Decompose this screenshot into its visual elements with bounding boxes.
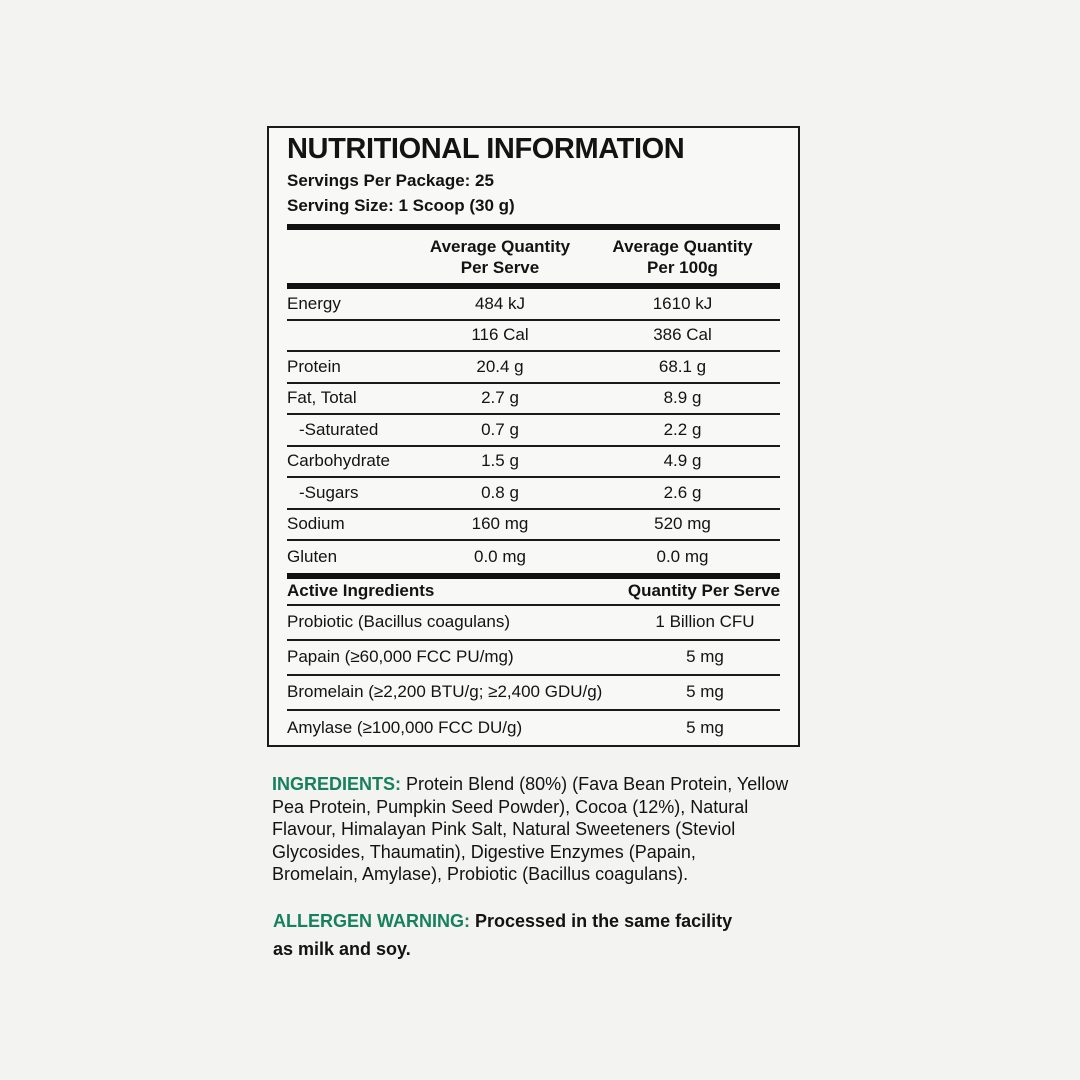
ingredients-line: Pea Protein, Pumpkin Seed Powder), Cocoa (12%), Natural <box>272 796 749 817</box>
nutrition-panel <box>267 126 800 747</box>
nutrient-row <box>287 321 780 353</box>
quantity-per-serve-title: Quantity Per Serve <box>627 581 780 600</box>
panel-title: NUTRITIONAL INFORMATION <box>287 133 685 165</box>
table-header-row <box>287 230 780 283</box>
per-serve-value: 1.5 g <box>481 451 519 471</box>
nutrient-label: Protein <box>287 356 341 376</box>
active-ingredient-row <box>287 676 780 711</box>
ingredients-label: INGREDIENTS: <box>272 774 402 794</box>
per-100g-value: 1610 kJ <box>652 293 713 313</box>
active-ingredient-label: Bromelain (≥2,200 BTU/g; ≥2,400 GDU/g) <box>287 682 603 701</box>
active-ingredient-label: Probiotic (Bacillus coagulans) <box>287 612 510 631</box>
ingredients-line: Flavour, Himalayan Pink Salt, Natural Sweeteners (Steviol <box>272 819 736 839</box>
nutrient-label: Fat, Total <box>287 388 357 408</box>
active-ingredients-title: Active Ingredients <box>287 581 435 600</box>
per-100g-value: 520 mg <box>654 514 711 534</box>
per-serve-value: 0.8 g <box>481 482 519 502</box>
nutrients-table <box>287 289 780 573</box>
active-ingredients-header <box>287 579 780 606</box>
active-ingredient-value: 5 mg <box>686 718 724 737</box>
nutrient-row <box>287 447 780 479</box>
active-ingredient-value: 1 Billion CFU <box>655 612 755 631</box>
per-100g-value: 4.9 g <box>663 451 702 471</box>
per-100g-value: 8.9 g <box>663 388 702 408</box>
servings-per-package: Servings Per Package: 25 <box>287 171 494 190</box>
active-ingredient-row <box>287 641 780 676</box>
serving-size: Serving Size: 1 Scoop (30 g) <box>287 196 515 215</box>
nutrient-row <box>287 415 780 447</box>
nutrient-row <box>287 289 780 321</box>
ingredients-line: Bromelain, Amylase), Probiotic (Bacillus coagulans). <box>272 864 689 884</box>
per-100g-header-line1: Average Quantity <box>612 237 753 256</box>
ingredients-text: Protein Blend (80%) (Fava Bean Protein, Yellow <box>406 774 789 794</box>
ingredients-line <box>272 773 812 796</box>
per-serve-value: 484 kJ <box>474 293 526 313</box>
per-serve-value: 20.4 g <box>476 356 524 376</box>
allergen-paragraph <box>273 907 773 963</box>
active-ingredient-value: 5 mg <box>686 682 724 701</box>
nutrient-row <box>287 510 780 542</box>
per-serve-header-line2: Per Serve <box>460 258 540 277</box>
allergen-label: ALLERGEN WARNING: <box>273 911 470 931</box>
ingredients-line: Glycosides, Thaumatin), Digestive Enzymes (Papain, <box>272 841 696 862</box>
nutrient-row <box>287 541 780 573</box>
active-ingredient-label: Papain (≥60,000 FCC PU/mg) <box>287 647 514 666</box>
per-serve-value: 2.7 g <box>481 388 519 408</box>
active-ingredients-table <box>287 606 780 746</box>
active-ingredient-value: 5 mg <box>686 647 724 666</box>
nutrient-row <box>287 384 780 416</box>
allergen-text: Processed in the same facility <box>475 911 733 931</box>
per-100g-value: 0.0 mg <box>656 546 709 566</box>
per-serve-header-line1: Average Quantity <box>429 237 571 256</box>
nutrient-row <box>287 352 780 384</box>
per-serve-value: 160 mg <box>471 514 529 534</box>
column-header-per-serve <box>415 236 585 278</box>
active-ingredient-row <box>287 606 780 641</box>
per-serve-value: 0.0 mg <box>474 546 526 566</box>
per-100g-value: 2.2 g <box>663 419 702 439</box>
active-ingredient-label: Amylase (≥100,000 FCC DU/g) <box>287 718 523 737</box>
nutrient-label: Sodium <box>287 514 345 534</box>
per-100g-value: 386 Cal <box>653 325 712 345</box>
allergen-line: as milk and soy. <box>273 939 411 959</box>
nutrient-label: Energy <box>287 293 341 313</box>
nutrient-label: -Sugars <box>299 482 359 502</box>
nutrient-label: Gluten <box>287 546 338 566</box>
nutrient-label: Carbohydrate <box>287 451 391 471</box>
per-100g-value: 68.1 g <box>658 356 707 376</box>
per-serve-value: 0.7 g <box>481 419 519 439</box>
per-100g-header-line2: Per 100g <box>647 258 718 277</box>
ingredients-paragraph <box>272 773 812 886</box>
allergen-line <box>273 907 773 935</box>
active-ingredient-row <box>287 711 780 746</box>
column-header-per-100g <box>585 236 780 278</box>
per-100g-value: 2.6 g <box>663 482 702 502</box>
nutrient-label: -Saturated <box>299 419 379 439</box>
nutrient-row <box>287 478 780 510</box>
per-serve-value: 116 Cal <box>471 325 529 345</box>
